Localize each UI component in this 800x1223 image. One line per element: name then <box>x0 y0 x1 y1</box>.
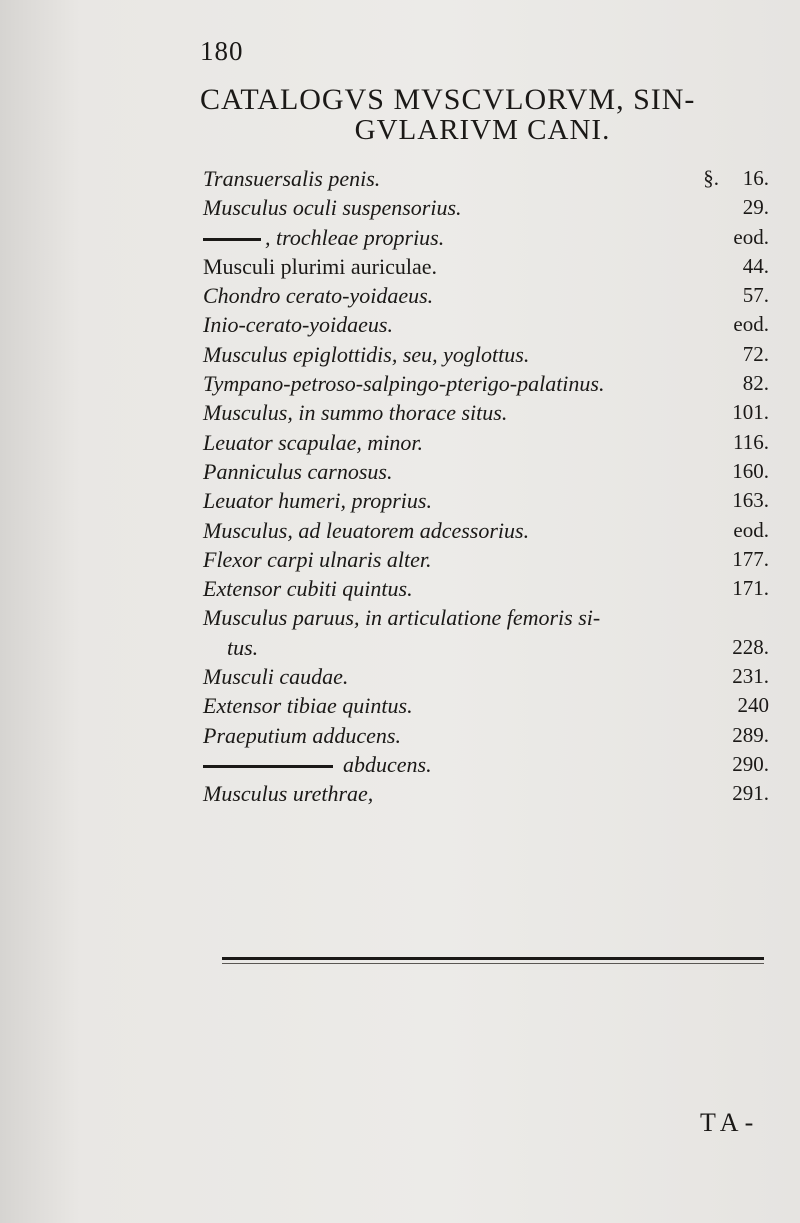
list-item <box>203 398 769 427</box>
entry-name: Musculus oculi suspensorius. <box>203 195 462 221</box>
list-item <box>203 223 769 252</box>
list-item <box>203 545 769 574</box>
entry-name-with-dash <box>203 750 432 779</box>
page-number: 180 <box>200 36 244 66</box>
entry-name: Musculi plurimi auriculae. <box>203 253 437 279</box>
catchword: TA- <box>700 1108 760 1137</box>
list-item <box>203 164 769 193</box>
entry-reference: 72. <box>742 341 769 366</box>
list-item <box>203 721 769 750</box>
list-item <box>203 516 769 545</box>
end-rule <box>222 957 764 960</box>
repeat-dash <box>203 765 333 768</box>
end-rule-thin <box>222 963 764 964</box>
entry-name: Praeputium adducens. <box>203 722 401 748</box>
list-item <box>203 428 769 457</box>
entry-name: Extensor tibiae quintus. <box>203 693 413 719</box>
entry-reference: 289. <box>732 722 769 747</box>
list-item <box>203 369 769 398</box>
entry-name: Flexor carpi ulnaris alter. <box>203 546 432 572</box>
entry-name: abducens. <box>343 751 432 777</box>
entry-name: Musculus paruus, in articulatione femoris si- <box>203 605 601 631</box>
entry-name: Transuersalis penis. <box>203 166 381 191</box>
repeat-dash <box>203 238 261 241</box>
page-title <box>200 84 765 146</box>
entry-reference: 177. <box>732 546 769 571</box>
entry-name: Musculi caudae. <box>203 664 349 690</box>
entry-reference: 171. <box>732 576 769 601</box>
list-item <box>203 252 769 281</box>
entry-name: Inio-cerato-yoidaeus. <box>203 312 393 338</box>
list-item <box>203 193 769 222</box>
list-item <box>203 310 769 339</box>
list-item <box>203 779 769 808</box>
title-line-2: GVLARIVM CANI. <box>354 114 611 146</box>
entry-reference: 290. <box>732 751 769 776</box>
entry-name: Panniculus carnosus. <box>203 458 393 484</box>
entry-reference: eod. <box>733 224 769 249</box>
entry-reference: 29. <box>742 195 769 220</box>
muscle-list <box>203 164 769 809</box>
entry-name-continuation: tus. <box>227 634 259 660</box>
entry-name: Chondro cerato-yoidaeus. <box>203 283 434 309</box>
list-item <box>203 691 769 720</box>
entry-reference: eod. <box>733 312 769 337</box>
list-item <box>203 281 769 310</box>
entry-reference: 231. <box>732 664 769 689</box>
list-item <box>203 486 769 515</box>
title-line-1: CATALOGVS MVSCVLORVM, SIN- <box>200 83 696 116</box>
entry-name-with-dash <box>203 223 444 252</box>
list-item <box>203 633 769 662</box>
entry-reference: 228. <box>732 634 769 659</box>
list-item <box>203 457 769 486</box>
list-item <box>203 662 769 691</box>
entry-name: , trochleae proprius. <box>265 224 445 250</box>
entry-reference: 44. <box>742 253 769 278</box>
entry-reference: 160. <box>732 458 769 483</box>
list-item <box>203 340 769 369</box>
entry-reference: 57. <box>742 283 769 308</box>
entry-name: Musculus epiglottidis, seu, yoglottus. <box>203 341 530 367</box>
entry-name: Leuator scapulae, minor. <box>203 429 423 455</box>
entry-reference: 82. <box>742 371 769 396</box>
list-item <box>203 750 769 779</box>
entry-reference: 291. <box>732 781 769 806</box>
list-item <box>203 603 769 632</box>
entry-reference: eod. <box>733 517 769 542</box>
entry-name: Extensor cubiti quintus. <box>203 576 413 602</box>
entry-name: Musculus urethrae, <box>203 781 374 807</box>
entry-reference: 163. <box>732 488 769 513</box>
entry-reference: 240 <box>737 693 769 718</box>
section-mark: §. <box>703 166 719 190</box>
list-item <box>203 574 769 603</box>
entry-reference: 116. <box>733 429 769 454</box>
entry-reference: 101. <box>732 400 769 425</box>
entry-name: Musculus, ad leuatorem adcessorius. <box>203 517 530 543</box>
entry-reference: 16. <box>742 166 769 190</box>
entry-name: Leuator humeri, proprius. <box>203 488 432 514</box>
entry-name: Tympano-petroso-salpingo-pterigo-palatinus. <box>203 371 605 397</box>
entry-name: Musculus, in summo thorace situs. <box>203 400 508 426</box>
